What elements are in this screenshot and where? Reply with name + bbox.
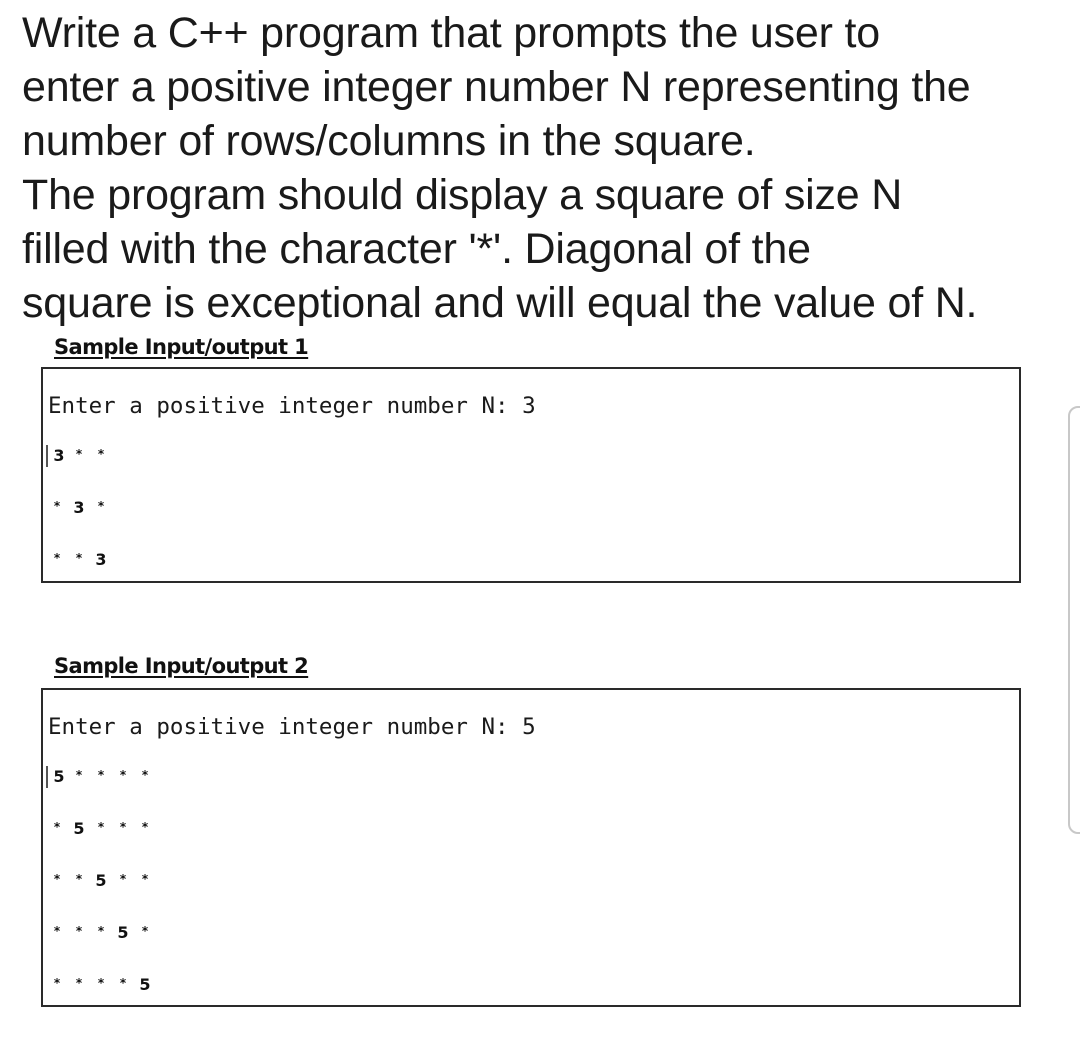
question-line: number of rows/columns in the square. (22, 117, 756, 165)
star-cell: * (53, 499, 61, 513)
output-row (46, 445, 112, 467)
star-cell: * (75, 447, 83, 461)
star-cell: * (75, 976, 83, 990)
question-line: The program should display a square of size N (22, 171, 903, 219)
star-cell: * (97, 499, 105, 513)
diagonal-cell: 5 (139, 975, 151, 994)
sample-2-title: Sample Input/output 2 (54, 654, 309, 678)
star-cell: * (75, 768, 83, 782)
star-cell: * (75, 872, 83, 886)
output-row (46, 549, 112, 571)
star-cell: * (53, 976, 61, 990)
diagonal-cell: 3 (73, 498, 85, 517)
star-cell: * (97, 820, 105, 834)
question-line: Write a C++ program that prompts the user to (22, 9, 880, 57)
star-cell: * (53, 924, 61, 938)
side-scroll-tab[interactable] (1068, 406, 1080, 834)
output-row (46, 870, 156, 892)
star-cell: * (141, 768, 149, 782)
star-cell: * (141, 820, 149, 834)
diagonal-cell: 3 (46, 445, 70, 467)
star-cell: * (141, 872, 149, 886)
star-cell: * (75, 924, 83, 938)
star-cell: * (53, 820, 61, 834)
star-cell: * (119, 768, 127, 782)
diagonal-cell: 3 (95, 550, 107, 569)
sample-1-output-box (41, 367, 1021, 583)
question-line: enter a positive integer number N representing the (22, 63, 971, 111)
question-line: filled with the character '*'. Diagonal of the (22, 225, 811, 273)
diagonal-cell: 5 (46, 766, 70, 788)
star-cell: * (75, 551, 83, 565)
sample-2-output-box (41, 688, 1021, 1007)
star-cell: * (53, 872, 61, 886)
question-text (22, 6, 1072, 330)
sample-2-prompt: Enter a positive integer number N: 5 (48, 714, 536, 740)
diagonal-cell: 5 (117, 923, 129, 942)
sample-1-prompt: Enter a positive integer number N: 3 (48, 393, 536, 419)
star-cell: * (97, 976, 105, 990)
output-row (46, 818, 156, 840)
star-cell: * (119, 872, 127, 886)
output-row (46, 922, 156, 944)
question-line: square is exceptional and will equal the value of N. (22, 279, 978, 327)
output-row (46, 766, 156, 788)
star-cell: * (141, 924, 149, 938)
star-cell: * (97, 447, 105, 461)
star-cell: * (97, 924, 105, 938)
output-row (46, 497, 112, 519)
diagonal-cell: 5 (73, 819, 85, 838)
star-cell: * (53, 551, 61, 565)
sample-1-title: Sample Input/output 1 (54, 335, 309, 359)
diagonal-cell: 5 (95, 871, 107, 890)
star-cell: * (97, 768, 105, 782)
star-cell: * (119, 820, 127, 834)
output-row (46, 974, 156, 996)
star-cell: * (119, 976, 127, 990)
